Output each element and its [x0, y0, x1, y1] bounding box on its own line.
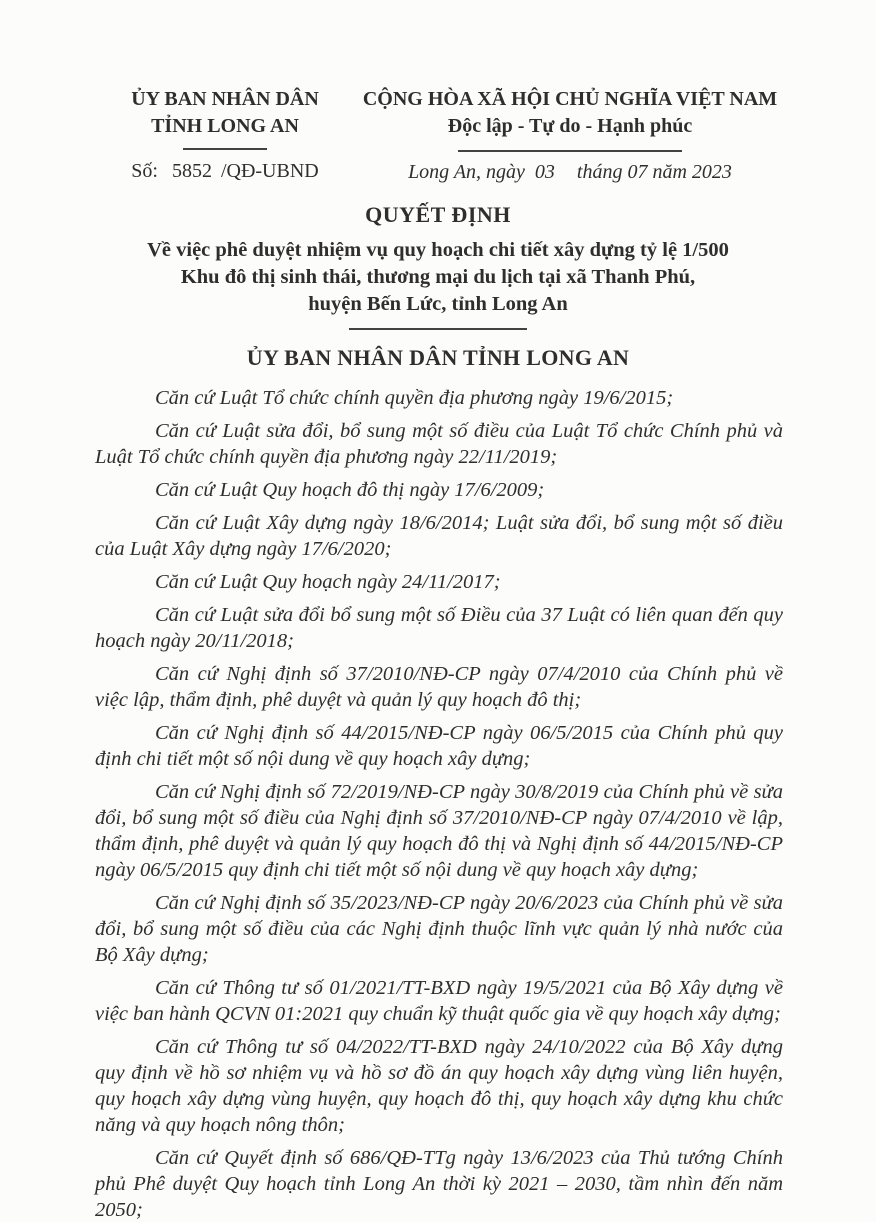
- decision-subtitle-line: Về việc phê duyệt nhiệm vụ quy hoạch chi tiết xây dựng tỷ lệ 1/500: [147, 239, 729, 261]
- issuing-agency-block: [85, 86, 365, 183]
- legal-basis-paragraph: Căn cứ Nghị định số 44/2015/NĐ-CP ngày 06/5/2015 của Chính phủ quy định chi tiết một số nội dung về quy hoạch xây dựng;: [95, 722, 783, 770]
- legal-basis-paragraph: Căn cứ Luật sửa đổi, bổ sung một số điều của Luật Tổ chức Chính phủ và Luật Tổ chức chính quyền địa phương ngày 22/11/2019;: [95, 420, 783, 468]
- national-header-block: [352, 86, 788, 184]
- dateline-place: Long An, ngày: [408, 161, 525, 183]
- legal-basis-paragraph: Căn cứ Thông tư số 01/2021/TT-BXD ngày 19/5/2021 của Bộ Xây dựng về việc ban hành QCVN 01:2021 quy chuẩn kỹ thuật quốc gia về quy hoạch xây dựng;: [95, 977, 783, 1025]
- issuing-agency-name: ỦY BAN NHÂN DÂN: [131, 88, 319, 110]
- legal-basis-section: [95, 385, 783, 1222]
- national-motto: Độc lập - Tự do - Hạnh phúc: [447, 115, 693, 137]
- decision-subtitle: [60, 237, 816, 318]
- decision-subtitle-line: Khu đô thị sinh thái, thương mại du lịch tại xã Thanh Phú,: [180, 266, 696, 288]
- legal-basis-paragraph: Căn cứ Luật Tổ chức chính quyền địa phương ngày 19/6/2015;: [155, 387, 674, 409]
- authority-name: ỦY BAN NHÂN DÂN TỈNH LONG AN: [246, 345, 630, 370]
- legal-basis-paragraph: Căn cứ Luật sửa đổi bổ sung một số Điều của 37 Luật có liên quan đến quy hoạch ngày 20/11/2018;: [95, 604, 783, 652]
- decision-subtitle-line: huyện Bến Lức, tỉnh Long An: [308, 293, 568, 315]
- dateline-month-year: tháng 07 năm 2023: [576, 161, 732, 183]
- agency-underline: [183, 148, 267, 150]
- legal-basis-paragraph: Căn cứ Luật Quy hoạch ngày 24/11/2017;: [155, 571, 501, 593]
- legal-basis-paragraph: Căn cứ Nghị định số 37/2010/NĐ-CP ngày 07/4/2010 của Chính phủ về việc lập, thẩm định, phê duyệt và quản lý quy hoạch đô thị;: [95, 663, 783, 711]
- motto-underline: [458, 150, 682, 152]
- legal-basis-paragraph: Căn cứ Luật Xây dựng ngày 18/6/2014; Luật sửa đổi, bổ sung một số điều của Luật Xây dựng ngày 17/6/2020;: [95, 512, 783, 560]
- legal-basis-paragraph: Căn cứ Thông tư số 04/2022/TT-BXD ngày 24/10/2022 của Bộ Xây dựng quy định về hồ sơ nhiệm vụ và hồ sơ đồ án quy hoạch xây dựng vùng liên huyện, quy hoạch xây dựng vùng huyện, quy hoạch đô thị, quy hoạch xây dựng khu chức năng và quy hoạch nông thôn;: [95, 1036, 783, 1136]
- legal-basis-paragraph: Căn cứ Nghị định số 35/2023/NĐ-CP ngày 20/6/2023 của Chính phủ về sửa đổi, bổ sung một số điều của các Nghị định thuộc lĩnh vực quản lý nhà nước của Bộ Xây dựng;: [95, 892, 783, 966]
- document-number-value: 5852: [171, 160, 212, 182]
- document-number-label: Số:: [131, 160, 158, 182]
- document-number-symbol: /QĐ-UBND: [220, 160, 319, 182]
- country-name: CỘNG HÒA XÃ HỘI CHỦ NGHĨA VIỆT NAM: [362, 88, 778, 110]
- decision-heading: QUYẾT ĐỊNH: [365, 202, 511, 227]
- issuing-agency-province: TỈNH LONG AN: [151, 115, 299, 137]
- legal-basis-paragraph: Căn cứ Quyết định số 686/QĐ-TTg ngày 13/6/2023 của Thủ tướng Chính phủ Phê duyệt Quy hoạch tỉnh Long An thời kỳ 2021 – 2030, tầm nhìn đến năm 2050;: [95, 1147, 783, 1221]
- dateline-day: 03: [534, 161, 555, 183]
- legal-basis-paragraph: Căn cứ Nghị định số 72/2019/NĐ-CP ngày 30/8/2019 của Chính phủ về sửa đổi, bổ sung một số điều của Nghị định số 37/2010/NĐ-CP ngày 07/4/2010 về lập, thẩm định, phê duyệt và quản lý quy hoạch đô thị và Nghị định số 44/2015/NĐ-CP ngày 06/5/2015 quy định chi tiết một số nội dung về quy hoạch xây dựng;: [95, 781, 783, 881]
- title-divider: [349, 328, 527, 330]
- place-and-date: [352, 161, 788, 184]
- legal-basis-paragraph: Căn cứ Luật Quy hoạch đô thị ngày 17/6/2009;: [155, 479, 545, 501]
- document-number: [85, 160, 365, 183]
